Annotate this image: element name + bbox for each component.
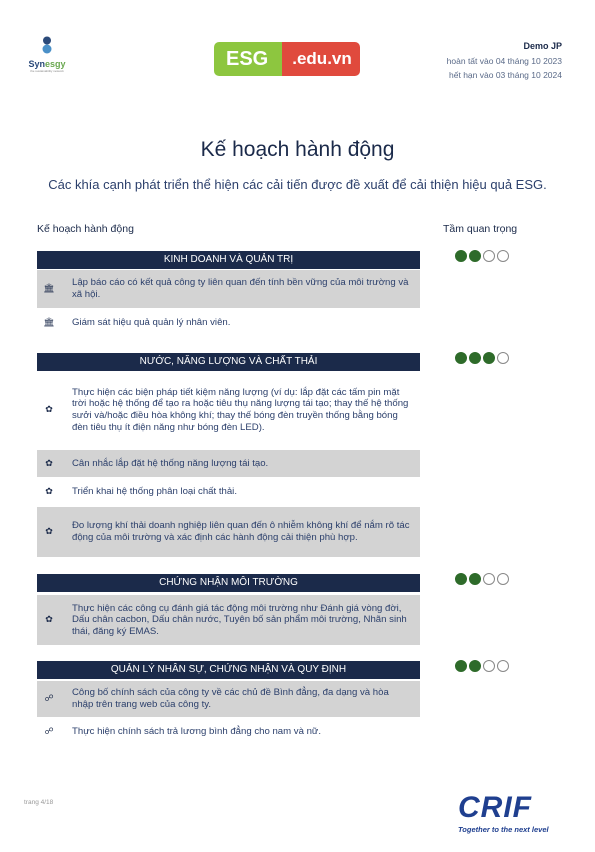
importance-rating-water-energy-waste — [455, 352, 509, 364]
share-icon: ☍ — [44, 726, 54, 737]
section-header-environmental-certification: CHỨNG NHẬN MÔI TRƯỜNG — [37, 574, 420, 592]
synesgy-logo — [22, 36, 72, 73]
action-item — [37, 595, 420, 645]
action-item — [37, 270, 420, 308]
esg-logo-left: ESG — [214, 42, 282, 76]
crif-logo — [458, 793, 568, 834]
page-subtitle: Các khía cạnh phát triển thể hiện các cải tiến được đề xuất để cải thiện hiệu quả ESG. — [48, 177, 547, 192]
crif-tagline: Together to the next level — [458, 825, 549, 834]
page-number: trang 4/18 — [24, 799, 54, 806]
synesgy-suffix: esgy — [45, 59, 66, 69]
column-header-actions: Kế hoạch hành động — [37, 223, 134, 235]
action-item-text: Cân nhắc lắp đặt hệ thống năng lượng tái tạo. — [72, 457, 269, 469]
importance-dot-empty — [483, 573, 495, 585]
section-header-water-energy-waste: NƯỚC, NĂNG LƯỢNG VÀ CHẤT THẢI — [37, 353, 420, 371]
crif-wordmark: CRIF — [458, 791, 532, 824]
importance-dot-empty — [497, 573, 509, 585]
action-item — [37, 313, 420, 333]
synesgy-prefix: Syn — [28, 59, 45, 69]
action-item — [37, 721, 420, 743]
importance-dot-empty — [497, 352, 509, 364]
action-item — [37, 375, 420, 445]
action-item-text: Triển khai hệ thống phân loại chất thải. — [72, 486, 237, 498]
share-icon: ☍ — [44, 693, 54, 704]
importance-dot-filled — [455, 573, 467, 585]
expiry-date: hết hạn vào 03 tháng 10 2024 — [449, 70, 562, 80]
importance-dot-filled — [455, 660, 467, 672]
importance-dot-filled — [469, 573, 481, 585]
synesgy-mark-icon — [40, 36, 54, 54]
importance-dot-filled — [455, 250, 467, 262]
action-item-text: Giám sát hiệu quả quản lý nhân viên. — [72, 317, 231, 329]
page-title: Kế hoạch hành động — [200, 138, 395, 161]
report-meta — [447, 39, 562, 83]
action-item — [37, 481, 420, 503]
column-header-importance: Tầm quan trọng — [443, 223, 518, 235]
action-item-text: Thực hiện các biện pháp tiết kiệm năng lượng (ví dụ: lắp đặt các tấm pin mặt trời hoặc hệ thống để tạo ra hoặc tiêu thụ năng lượng tái tạo; thay thế hệ thống sưởi và/hoặc điều hòa không khí; thay thế bóng đèn truyền thống bằng bóng đèn tiêu thụ ít điện năng như bóng đèn LED). — [72, 386, 409, 433]
company-name: Demo JP — [523, 41, 562, 51]
leaf-icon: ✿ — [45, 404, 53, 415]
importance-dot-empty — [483, 250, 495, 262]
bank-icon: 🏛 — [43, 283, 55, 294]
importance-dot-filled — [469, 250, 481, 262]
importance-dot-filled — [469, 352, 481, 364]
importance-dot-filled — [483, 352, 495, 364]
leaf-icon: ✿ — [45, 526, 53, 537]
action-item — [37, 450, 420, 477]
importance-rating-environmental-certification — [455, 573, 509, 585]
importance-dot-empty — [483, 660, 495, 672]
esg-edu-logo — [214, 42, 360, 76]
completed-date: hoàn tất vào 04 tháng 10 2023 — [446, 55, 562, 66]
action-item — [37, 681, 420, 717]
action-item-text: Lập báo cáo có kết quả công ty liên quan đến tính bền vững của môi trường và xã hội. — [72, 277, 409, 300]
section-header-hr-certification-regulation: QUẢN LÝ NHÂN SỰ, CHỨNG NHẬN VÀ QUY ĐỊNH — [37, 661, 420, 679]
action-item-text: Thực hiện chính sách trả lương bình đẳng cho nam và nữ. — [72, 726, 322, 738]
importance-dot-empty — [497, 250, 509, 262]
action-item-text: Đo lượng khí thải doanh nghiệp liên quan đến ô nhiễm không khí để nắm rõ tác động của môi trường và xác định các hành động cải thiện phù hợp. — [72, 520, 410, 543]
importance-rating-hr-certification-regulation — [455, 660, 509, 672]
bank-icon: 🏛 — [43, 317, 55, 328]
action-item-text: Công bố chính sách của công ty về các chủ đề Bình đẳng, đa dạng và hòa nhập trên trang web của công ty. — [72, 687, 389, 710]
section-header-business: KINH DOANH VÀ QUẢN TRỊ — [37, 251, 420, 269]
esg-logo-right: .edu.vn — [282, 42, 360, 76]
importance-dot-filled — [469, 660, 481, 672]
synesgy-tagline: the sustainability network — [30, 69, 64, 73]
action-item — [37, 507, 420, 557]
importance-dot-empty — [497, 660, 509, 672]
leaf-icon: ✿ — [45, 614, 53, 625]
leaf-icon: ✿ — [45, 486, 53, 497]
importance-rating-business — [455, 250, 509, 262]
action-item-text: Thực hiện các công cụ đánh giá tác động môi trường như Đánh giá vòng đời, Dấu chân cacbon, Dấu chân nước, Tuyên bố sản phẩm môi trường, Nhãn sinh thái, đăng ký EMAS. — [72, 602, 407, 637]
leaf-icon: ✿ — [45, 457, 53, 468]
importance-dot-filled — [455, 352, 467, 364]
